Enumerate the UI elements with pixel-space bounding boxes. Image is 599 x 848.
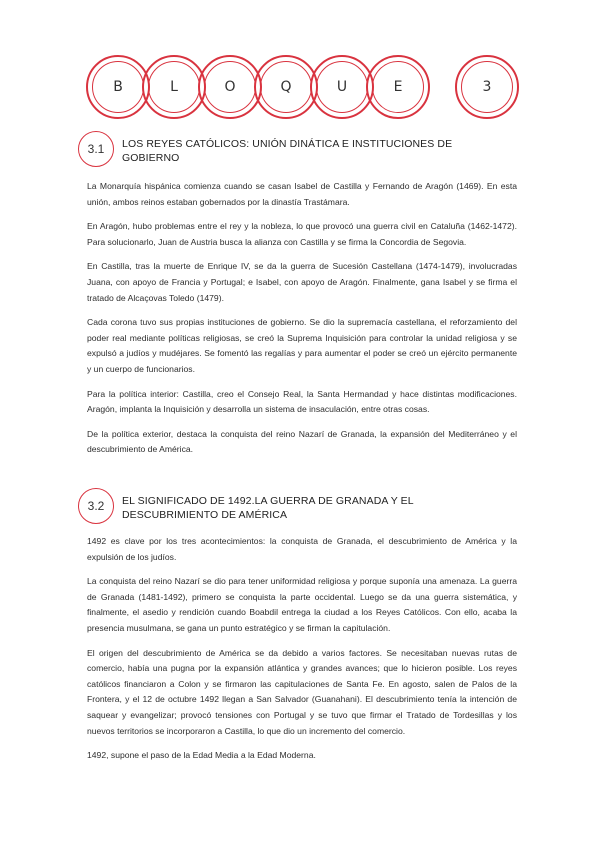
section-body xyxy=(87,179,517,467)
section-header xyxy=(78,131,482,167)
header-circle-number: 3 xyxy=(455,55,519,119)
paragraph: En Castilla, tras la muerte de Enrique IV, se da la guerra de Sucesión Castellana (1474-1479), involucradas Juana, con apoyo de Francia y Portugal; e Isabel, con apoyo de Aragón. Finalmente, gana Isabel y se firma el tratado de Alcaçovas Toledo (1479). xyxy=(87,261,517,303)
section-body xyxy=(87,534,517,773)
bloque-header xyxy=(0,0,599,130)
section-number: 3.2 xyxy=(78,488,114,524)
paragraph: La Monarquía hispánica comienza cuando se casan Isabel de Castilla y Fernando de Aragón (1469). En esta unión, ambos reinos estaban gobernados por la dinastía Trastámara. xyxy=(87,181,517,207)
header-circle-letter: L xyxy=(142,55,206,119)
paragraph: La conquista del reino Nazarí se dio para tener uniformidad religiosa y porque suponía una amenaza. La guerra de Granada (1481-1492), primero se conquista la parte occidental. Luego se da una guerra sistemática, y finalmente, el asedio y rendición cuando Boabdil entrega la ciudad a los Reyes Católicos. Con ello, acaba la presencia musulmana, se gana un punto estratégico y se firman la capitulación. xyxy=(87,576,517,633)
header-circle-letter: Q xyxy=(254,55,318,119)
paragraph: Para la política interior: Castilla, creo el Consejo Real, la Santa Hermandad y hace distintas modificaciones. Aragón, implanta la Inquisición y desarrolla un sistema de insaculación, entre otras cosas. xyxy=(87,388,517,415)
paragraph: Cada corona tuvo sus propias instituciones de gobierno. Se dio la supremacía castellana, el reforzamiento del poder real mediante políticas religiosas, se creó la Suprema Inquisición para controlar la unidad religiosa y se expulsó a judíos y mudéjares. Se fomentó las regalías y para aumentar el poder se creó un ejército permanente y un cuerpo de funcionarios. xyxy=(87,317,517,374)
section-title: EL SIGNIFICADO DE 1492.LA GUERRA DE GRANADA Y EL DESCUBRIMIENTO DE AMÉRICA xyxy=(122,495,414,521)
section-title: LOS REYES CATÓLICOS: UNIÓN DINÁTICA E INSTITUCIONES DE GOBIERNO xyxy=(122,138,453,164)
paragraph: El origen del descubrimiento de América se da debido a varios factores. Se necesitaban nuevas rutas de comercio, había una pugna por la expansión atlántica y grandes avances; que lo hicieron posible. Los reyes católicos financiaron a Colon y se firmaron las capitulaciones de Santa Fe. En agosto, salen de Palos de la Frontera, y el 12 de octubre 1492 llegan a San Salvador (Guanahani). El descubrimiento tenía la intención de saquear y evangelizar; provocó tensiones con Portugal y se tuvo que firmar el Tratado de Tordesillas y los nuevos territorios se incorporaron a Castilla, lo que dio un incremento del comercio. xyxy=(87,647,517,736)
section-number: 3.1 xyxy=(78,131,114,167)
header-circle-letter: O xyxy=(198,55,262,119)
paragraph: De la política exterior, destaca la conquista del reino Nazarí de Granada, la expansión del Mediterráneo y el descubrimiento de América. xyxy=(87,428,517,455)
header-circle-letter: U xyxy=(310,55,374,119)
paragraph: 1492, supone el paso de la Edad Media a la Edad Moderna. xyxy=(87,750,316,761)
paragraph: En Aragón, hubo problemas entre el rey y la nobleza, lo que provocó una guerra civil en Cataluña (1462-1472). Para solucionarlo, Juan de Austria busca la alianza con Castilla y se firma la Concordia de Segovia. xyxy=(87,221,517,247)
header-circle-letter: B xyxy=(86,55,150,119)
header-circle-letter: E xyxy=(366,55,430,119)
section-header xyxy=(78,488,482,524)
paragraph: 1492 es clave por los tres acontecimientos: la conquista de Granada, el descubrimiento de América y la expulsión de los judíos. xyxy=(87,536,517,562)
